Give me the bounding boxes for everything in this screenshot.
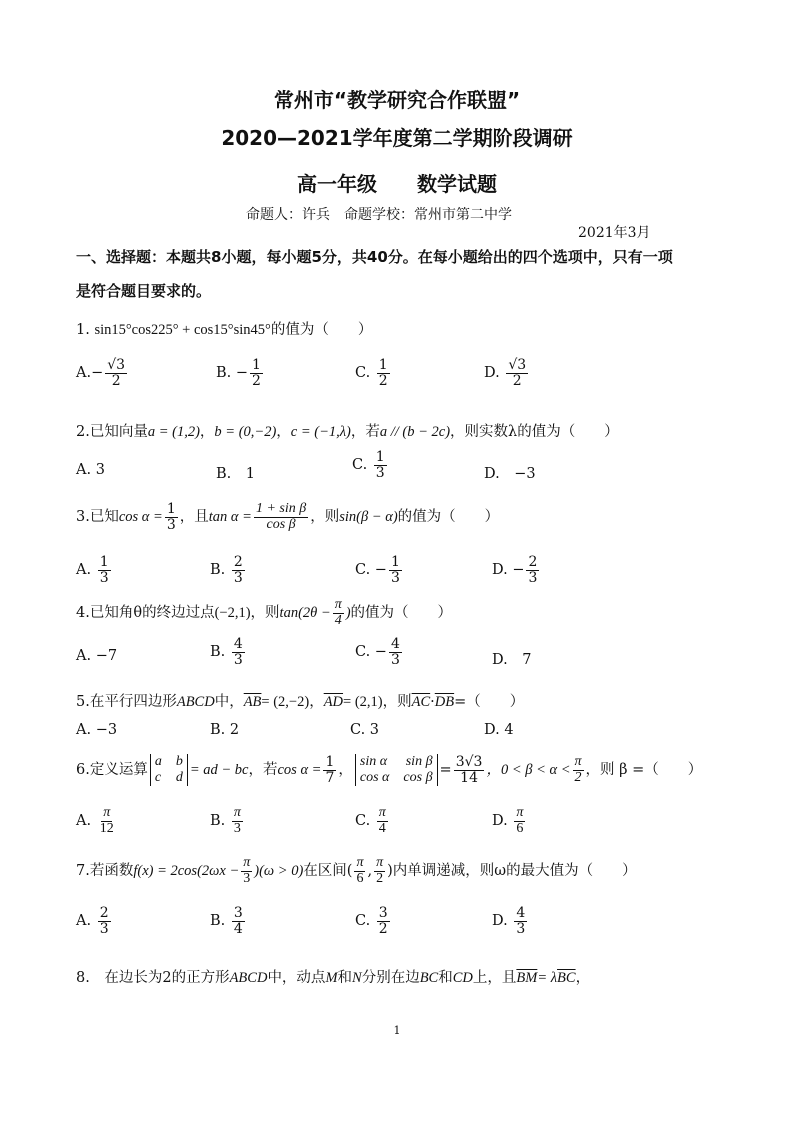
q2-text: ，若 [350, 424, 380, 440]
fraction [232, 906, 245, 936]
option-label: D. [484, 365, 500, 382]
option-label: A. [76, 365, 92, 382]
q8-text: 在边长为2的正方形 [104, 970, 230, 986]
numerator: 2 [233, 554, 243, 570]
det-cell: sin β [405, 754, 433, 769]
option-label: C. [355, 365, 371, 382]
numerator: 1 [390, 554, 400, 570]
q7-function-end: )(ω > 0) [254, 863, 304, 880]
q8-text: 和 [337, 970, 353, 986]
section-heading-line1: 一、选择题：本题共8小题，每小题5分，共40分。在每小题给出的四个选项中，只有一项 [76, 248, 673, 266]
q2-tail: ，则实数λ的值为（ ） [450, 424, 619, 440]
denominator: 4 [378, 820, 386, 836]
fraction [105, 358, 127, 388]
det-cell: b [175, 754, 183, 769]
q5-option-b: B. 2 [210, 722, 240, 738]
q4-text: 已知角θ的终边过点 [89, 605, 215, 622]
q3-option-d [492, 555, 541, 585]
q1-option-a [76, 358, 129, 388]
q1-option-d [484, 358, 530, 388]
numerator: π [574, 753, 582, 769]
q6-tail: ，则 β =（ ） [585, 762, 703, 779]
fraction [98, 555, 111, 585]
q8-equation: = λ [537, 970, 558, 986]
q5-text: 在平行四边形 [89, 694, 177, 710]
q1-expression: sin15°cos225° + cos15°sin45° [94, 322, 271, 338]
fraction [250, 358, 263, 388]
vector-ab: $\overline{AB}$ [243, 694, 262, 710]
fraction [254, 502, 308, 532]
q7-option-c [355, 906, 392, 936]
q1-tail: 的值为（ ） [270, 322, 373, 338]
q7-tail: 内单调递减，则ω的最大值为（ ） [392, 863, 637, 880]
question-4 [76, 598, 452, 628]
q4-option-d: D. 7 [492, 652, 532, 668]
q4-expression-end: ) [345, 605, 351, 622]
q7-option-b [210, 906, 247, 936]
exam-title-alliance: 常州市“教学研究合作联盟” [273, 88, 521, 112]
option-label: C. [355, 813, 371, 830]
determinant-definition [150, 754, 188, 786]
question-number: 5. [76, 694, 90, 710]
denominator: 3 [233, 820, 241, 836]
q2-condition: a // (b − 2c) [379, 424, 451, 440]
q2-option-d: D. −3 [484, 466, 536, 482]
option-label: B. [210, 562, 226, 579]
fraction [454, 755, 485, 785]
q5-tail: =（ ） [454, 694, 525, 710]
fraction [389, 555, 402, 585]
fraction [323, 755, 336, 785]
q3-cos-lhs: cos α = [118, 509, 163, 526]
numerator: π [103, 805, 111, 820]
fraction [389, 637, 402, 667]
q6-definition: = ad − bc [189, 762, 249, 779]
exam-title-subject: 高一年级 数学试题 [297, 172, 497, 196]
q1-option-b [216, 358, 265, 388]
q4-expression: tan(2θ − [279, 605, 331, 622]
edge-cd: CD [452, 970, 473, 986]
denominator: 3 [390, 569, 400, 586]
question-number: 8. [76, 970, 90, 986]
question-2: 2.已知向量a = (1,2)，b = (0,−2)，c = (−1,λ)，若a // (b − 2c)，则实数λ的值为（ ） [76, 424, 619, 440]
numerator: 4 [233, 636, 243, 652]
denominator: 3 [516, 920, 526, 937]
numerator: 3 [233, 905, 243, 921]
fraction [98, 906, 111, 936]
equals-sign: = [439, 762, 452, 779]
denominator: 3 [390, 651, 400, 668]
numerator: π [334, 597, 342, 612]
option-label: D. [492, 913, 508, 930]
q8-text: 上，且 [472, 970, 517, 986]
fraction [514, 806, 525, 836]
numerator: √3 [508, 357, 527, 373]
q3-tan-lhs: tan α = [208, 509, 252, 526]
denominator: 3 [233, 651, 243, 668]
det-cell: d [175, 770, 183, 786]
vector-b: b = (0,−2) [214, 424, 277, 440]
q2-option-c [352, 450, 389, 480]
exam-title-term: 2020—2021学年度第二学期阶段调研 [221, 126, 573, 150]
question-8 [76, 966, 590, 987]
q8-square: ABCD [229, 970, 268, 986]
denominator: 2 [111, 372, 121, 389]
q8-tail: ， [575, 970, 591, 986]
question-number: 2. [76, 424, 90, 440]
fraction [377, 358, 390, 388]
q6-text: ， [338, 762, 353, 779]
vector-ad: $\overline{AD}$ [323, 694, 344, 710]
option-label: C. [355, 644, 371, 661]
q7-option-a [76, 906, 113, 936]
section-heading-line2: 是符合题目要求的。 [76, 282, 212, 300]
fraction [98, 806, 116, 836]
numerator: 3 [378, 905, 388, 921]
denominator: 3 [99, 569, 109, 586]
fraction [333, 598, 344, 628]
denominator: 14 [460, 769, 478, 786]
option-label: A. [76, 813, 92, 830]
q8-text: 分别在边 [361, 970, 420, 986]
q5-text: ， [309, 694, 324, 710]
exam-date: 2021年3月 [578, 225, 651, 241]
option-label: C. [352, 457, 368, 474]
denominator: 2 [252, 372, 261, 389]
interval-separator: , [367, 863, 373, 880]
q3-text: ，则 [310, 509, 340, 526]
fraction [506, 358, 528, 388]
denominator: 2 [378, 920, 388, 937]
fraction [165, 502, 178, 532]
fraction [232, 637, 245, 667]
question-number: 6. [76, 762, 90, 779]
q4-text: ，则 [250, 605, 280, 622]
q7-option-d [492, 906, 529, 936]
option-sign: − [235, 365, 249, 382]
option-label: B. [210, 644, 226, 661]
denominator: 2 [512, 372, 522, 389]
option-sign: − [374, 562, 387, 579]
q5-option-d: D. 4 [484, 722, 514, 738]
option-label: B. [216, 365, 232, 382]
option-label: C. [355, 562, 371, 579]
q8-text: 和 [438, 970, 453, 986]
question-7 [76, 856, 637, 886]
det-cell: cos β [403, 770, 433, 786]
det-cell: a [154, 754, 162, 769]
denominator: 2 [378, 372, 388, 389]
numerator: 1 [252, 357, 261, 373]
option-label: B. [210, 913, 226, 930]
fraction [374, 450, 387, 480]
option-label: A. [76, 562, 92, 579]
fraction [232, 555, 245, 585]
numerator: 1 [375, 449, 385, 465]
denominator: 2 [574, 769, 582, 785]
numerator: √3 [107, 357, 126, 373]
option-label: B. [210, 813, 226, 830]
det-cell: sin α [359, 754, 388, 769]
q6-option-b [210, 806, 245, 836]
q4-option-b [210, 637, 247, 667]
numerator: π [243, 855, 251, 870]
numerator: 4 [390, 636, 400, 652]
q4-option-c [355, 637, 404, 667]
q3-text: 已知 [89, 509, 119, 526]
fraction [514, 906, 527, 936]
denominator: 3 [233, 569, 243, 586]
q6-cos-lhs: cos α = [277, 762, 322, 779]
q5-option-c: C. 3 [350, 722, 380, 738]
denominator: 3 [243, 870, 251, 886]
denominator: 3 [375, 464, 385, 481]
denominator: 3 [166, 516, 176, 533]
denominator: 3 [528, 569, 538, 586]
denominator: 4 [233, 920, 243, 937]
fraction [374, 856, 385, 886]
question-number: 1. [76, 322, 90, 338]
det-cell: c [154, 770, 162, 786]
det-cell: cos α [359, 770, 390, 786]
fraction [232, 806, 243, 836]
numerator: π [356, 855, 364, 870]
question-number: 4. [76, 605, 90, 622]
q6-option-a [76, 806, 118, 836]
q5-parallelogram: ABCD [176, 694, 215, 710]
option-label: C. [355, 913, 371, 930]
q5-option-a: A. −3 [76, 722, 118, 738]
denominator: 6 [516, 820, 524, 836]
interval-open: ( [346, 863, 353, 880]
numerator: 4 [516, 905, 526, 921]
page-number: 1 [393, 1024, 401, 1037]
q8-text: 中，动点 [267, 970, 326, 986]
denominator: 12 [99, 820, 114, 836]
point-n: N [352, 970, 362, 986]
numerator: 1 [99, 554, 109, 570]
point-m: M [325, 970, 338, 986]
vector-ab-value: = (2,−2) [261, 694, 310, 710]
q3-option-a [76, 555, 113, 585]
q2-option-a: A. 3 [76, 462, 105, 478]
edge-bc: BC [419, 970, 439, 986]
option-label: D. [492, 562, 508, 579]
denominator: 6 [356, 870, 364, 886]
vector-bc: $\overline{BC}$ [557, 970, 576, 986]
q1-option-c [355, 358, 392, 388]
numerator: π [516, 805, 524, 820]
fraction [377, 806, 388, 836]
q6-text: 定义运算 [89, 762, 148, 779]
q3-tail: 的值为（ ） [397, 509, 500, 526]
option-sign: − [512, 562, 525, 579]
q2-option-b: B. 1 [216, 466, 255, 482]
fraction [241, 856, 252, 886]
author-line: 命题人：许兵 命题学校：常州市第二中学 [246, 207, 512, 223]
numerator: 1 [378, 357, 388, 373]
denominator: 4 [334, 612, 342, 628]
q3-text: ，且 [179, 509, 209, 526]
fraction [377, 906, 390, 936]
denominator: cos β [266, 516, 296, 532]
option-sign: − [374, 644, 387, 661]
interval-close: ) [387, 863, 393, 880]
denominator: 3 [99, 920, 109, 937]
vector-ac: $\overline{AC}$ [411, 694, 431, 710]
numerator: π [233, 805, 241, 820]
fraction [354, 856, 365, 886]
q7-function: f(x) = 2cos(2ωx − [133, 863, 240, 880]
option-label: A. [76, 913, 92, 930]
q6-option-c [355, 806, 390, 836]
numerator: 1 [166, 501, 176, 517]
q3-target: sin(β − α) [339, 509, 398, 526]
q4-option-a: A. −7 [76, 648, 118, 664]
question-5 [76, 690, 524, 711]
question-number: 3. [76, 509, 90, 526]
numerator: 1 + sin β [255, 501, 307, 516]
numerator: 2 [528, 554, 538, 570]
vector-db: $\overline{DB}$ [434, 694, 455, 710]
q5-text: 中， [214, 694, 244, 710]
q6-range: ，0 < β < α < [486, 762, 571, 779]
fraction [573, 755, 584, 785]
numerator: π [376, 855, 384, 870]
q7-text: 若函数 [89, 863, 134, 880]
numerator: 1 [325, 753, 335, 770]
vector-ad-value: = (2,1) [343, 694, 383, 710]
question-number: 7. [76, 863, 90, 880]
q5-text: ，则 [382, 694, 412, 710]
q3-option-c [355, 555, 404, 585]
fraction [526, 555, 539, 585]
numerator: π [378, 805, 386, 820]
question-6 [76, 754, 702, 786]
question-3 [76, 502, 499, 532]
q2-text: 已知向量 [89, 424, 148, 440]
denominator: 7 [325, 769, 335, 786]
option-label: D. [492, 813, 508, 830]
option-sign: − [91, 365, 104, 382]
q7-text: 在区间 [303, 863, 347, 880]
determinant-value [355, 754, 438, 786]
dot-operator: · [430, 694, 435, 710]
q4-point: (−2,1) [214, 605, 251, 622]
question-1 [76, 318, 372, 339]
denominator: 2 [376, 870, 384, 886]
vector-a: a = (1,2) [147, 424, 200, 440]
q6-option-d [492, 806, 527, 836]
q6-text: ，若 [248, 762, 278, 779]
q4-tail: 的值为（ ） [350, 605, 453, 622]
vector-bm: $\overline{BM}$ [516, 970, 538, 986]
q3-option-b [210, 555, 247, 585]
vector-c: c = (−1,λ) [290, 424, 351, 440]
numerator: 2 [99, 905, 109, 921]
numerator: 3√3 [455, 753, 483, 770]
